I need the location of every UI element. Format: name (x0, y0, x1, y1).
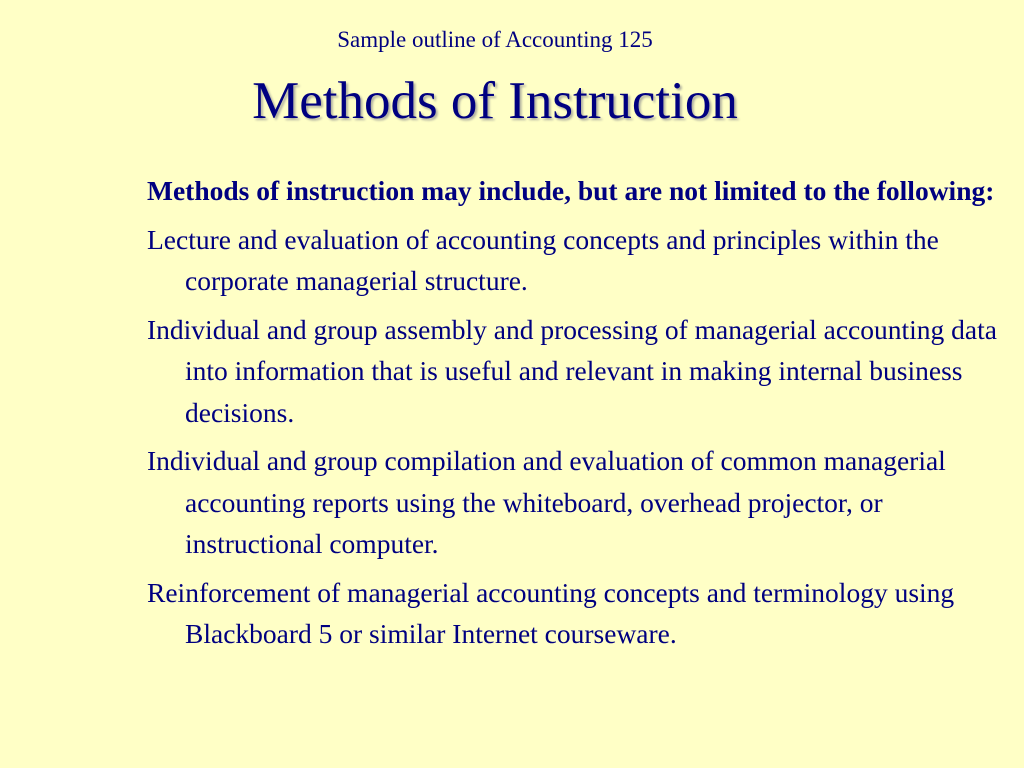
method-data-processing: Individual and group assembly and processing of managerial accounting data into information that is useful and relevant in making internal business decisions. (147, 313, 997, 428)
method-lecture: Lecture and evaluation of accounting concepts and principles within the corporate managerial structure. (147, 223, 939, 296)
method-report-compilation: Individual and group compilation and evaluation of common managerial accounting reports using the whiteboard, overhead projector, or instructional computer. (147, 445, 946, 559)
method-reinforcement: Reinforcement of managerial accounting concepts and terminology using Blackboard 5 or similar Internet courseware. (147, 576, 955, 649)
slide-subtitle: Sample outline of Accounting 125 (337, 27, 653, 52)
slide-title: Methods of Instruction (252, 72, 738, 130)
intro-paragraph: Methods of instruction may include, but are not limited to the following: (147, 175, 995, 206)
slide-body (147, 170, 997, 662)
